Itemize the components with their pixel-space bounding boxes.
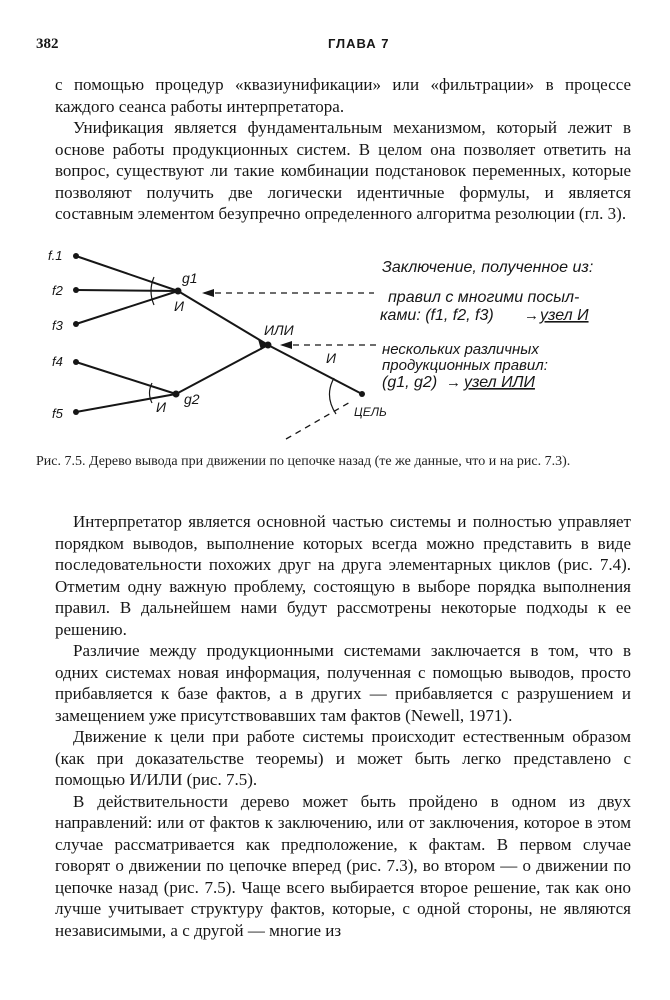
node-label-g1: g1	[182, 270, 198, 286]
paragraph-6: В действительности дерево может быть пройдено в одном из двух направлений: или от фактов к заключению, или от заключения, которое в этом случае рассматривается как предположение, к фактам. В первом случае говорят о движении по цепочке вперед (рис. 7.3), во втором — о движении по цепочке назад (рис. 7.5). Чаще всего выбирается второе решение, так как оно лучше учитывает структуру фактов, которые, с одной стороны, не являются независимыми, а с другой — многие из	[55, 791, 631, 940]
dashed-goal-tail	[286, 401, 352, 439]
node-label-and-1: И	[174, 298, 185, 314]
fact-node-f3	[73, 321, 79, 327]
goal-arc	[329, 378, 336, 414]
edge-g2-or	[176, 345, 268, 394]
annotation-several-target: узел ИЛИ	[464, 374, 535, 391]
annotation-several-line2: продукционных правил:	[382, 357, 548, 374]
fact-label-f1: f.1	[48, 248, 63, 263]
fact-node-f4	[73, 359, 79, 365]
annotation-title: Заключение, полученное из:	[382, 259, 594, 276]
fact-label-f4: f4	[52, 354, 63, 369]
fact-node-f2	[73, 287, 79, 293]
paragraph-4: Различие между продукционными системами заключается в том, что в одних системах новая информация, полученная с помощью выводов, просто прибавляется к базе фактов, а в других — прибавляется с разрушением и замещением уже присутствовавших там фактов (Newell, 1971).	[55, 641, 631, 725]
node-label-g2: g2	[184, 391, 200, 407]
derivation-tree-diagram	[36, 244, 636, 454]
edge-or-goal	[268, 345, 362, 394]
figure-caption: Рис. 7.5. Дерево вывода при движении по цепочке назад (те же данные, что и на рис. 7.3).	[36, 454, 571, 469]
fact-node-f1	[73, 253, 79, 259]
annotation-arrow-1: →	[524, 307, 539, 324]
node-goal	[359, 391, 365, 397]
paragraph-1: с помощью процедур «квазиунификации» или «фильтрации» в процессе каждого сеанса работы интерпретатора.	[55, 75, 631, 116]
node-label-or: ИЛИ	[264, 322, 294, 338]
node-or	[265, 342, 272, 349]
figure-7-5	[36, 244, 636, 454]
annotation-several-line3: (g1, g2)	[382, 374, 438, 391]
fact-label-f3: f3	[52, 318, 63, 333]
node-label-and-3: И	[326, 350, 337, 366]
paragraph-2: Унификация является фундаментальным механизмом, который лежит в основе работы продукционных систем. В целом она позволяет ответить на вопрос, существуют ли такие комбинации подстановок переменных, которые позволяют получить две логически идентичные формулы, и является составным элементом безупречно определенного алгоритма резолюции (гл. 3).	[55, 118, 631, 223]
chapter-title: ГЛАВА 7	[328, 36, 390, 51]
paragraph-5: Движение к цели при работе системы происходит естественным образом (как при доказательстве теоремы) и может быть легко представлено с помощью И/ИЛИ (рис. 7.5).	[55, 727, 631, 789]
edge-g1-or	[178, 291, 268, 345]
node-g1	[175, 288, 182, 295]
text-block-top	[55, 74, 631, 225]
node-label-goal: ЦЕЛЬ	[354, 405, 387, 419]
annotation-rules-line1: правил с многими посыл-	[388, 289, 580, 306]
edge-f3-g1	[76, 291, 178, 324]
edge-f4-g2	[76, 362, 176, 394]
page-number: 382	[36, 36, 59, 52]
node-label-and-2: И	[156, 399, 167, 415]
fact-label-f5: f5	[52, 406, 63, 421]
paragraph-3: Интерпретатор является основной частью системы и полностью управляет порядком выводов, выполнение которых всегда можно представить в виде последовательности похожих друг на друга элементарных циклов (рис. 7.4). Отметим одну важную проблему, состоящую в выборе порядка выполнения правил. В дальнейшем нами будут рассмотрены некоторые подходы к ее решению.	[55, 512, 631, 639]
text-block-bottom	[55, 511, 631, 941]
annotation-rules-line2: ками: (f1, f2, f3)	[380, 307, 494, 324]
annotation-rules-target: узел И	[540, 307, 589, 324]
edge-f2-g1	[76, 290, 178, 291]
edge-f1-g1	[76, 256, 178, 291]
annotation-several-line1: нескольких различных	[382, 341, 539, 358]
fact-label-f2: f2	[52, 283, 63, 298]
running-header	[36, 36, 634, 56]
annotation-arrow-2: →	[446, 374, 461, 391]
fact-node-f5	[73, 409, 79, 415]
node-g2	[173, 391, 180, 398]
